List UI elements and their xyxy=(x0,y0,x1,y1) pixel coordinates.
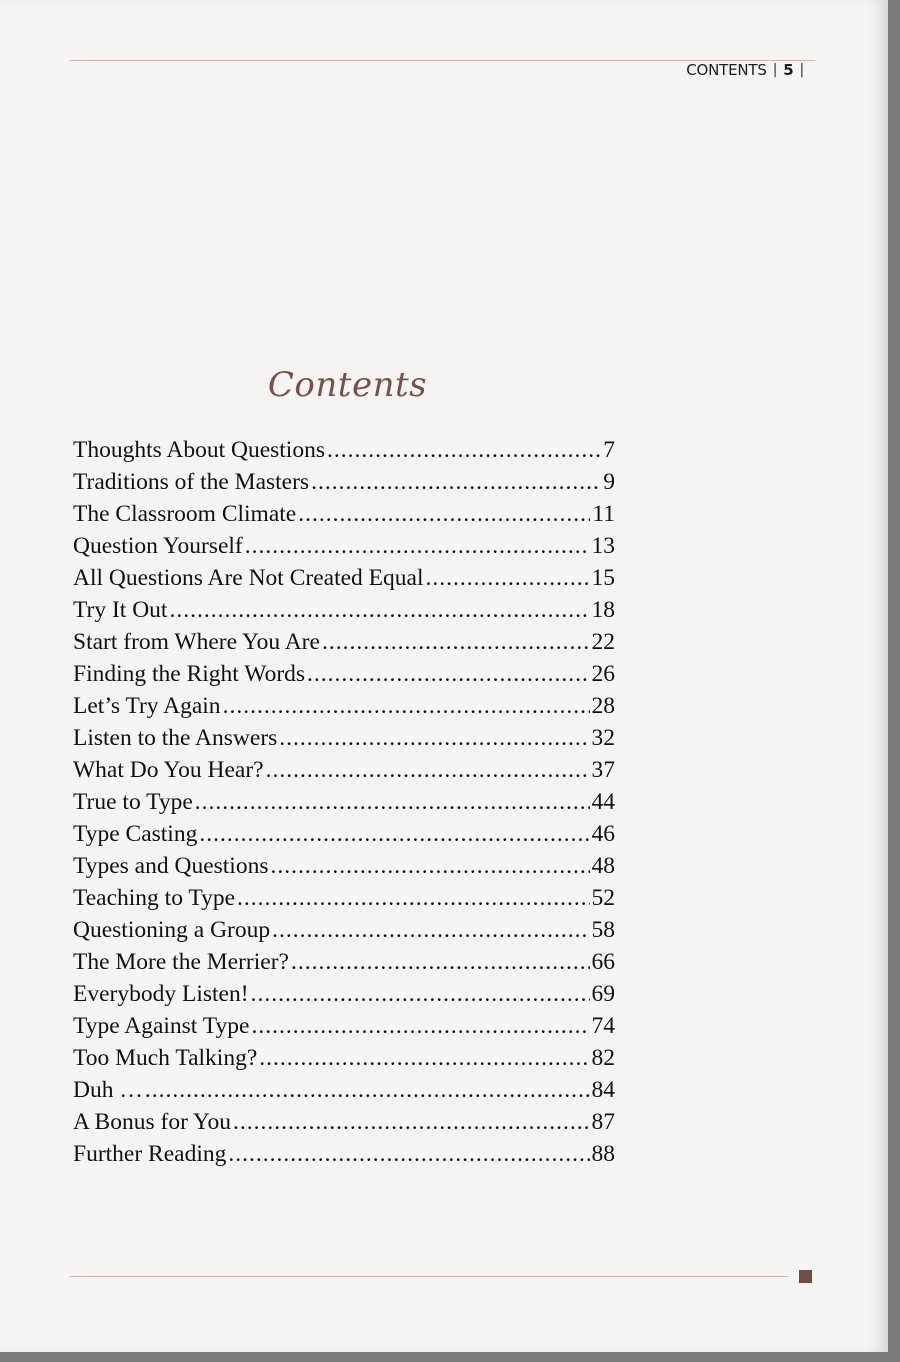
toc-entry xyxy=(73,469,615,501)
toc-dot-leader xyxy=(251,1013,589,1040)
toc-entry-title: Let’s Try Again xyxy=(73,693,221,719)
toc-entry xyxy=(73,917,615,949)
toc-entry-title: Type Casting xyxy=(73,821,198,847)
running-header xyxy=(686,61,804,79)
toc-entry-title: Thoughts About Questions xyxy=(73,437,325,463)
toc-entry-page: 74 xyxy=(591,1013,615,1039)
toc-entry-page: 11 xyxy=(592,501,615,527)
toc-entry xyxy=(73,1109,615,1141)
toc-entry-page: 88 xyxy=(591,1141,615,1167)
toc-dot-leader xyxy=(237,885,589,912)
toc-entry xyxy=(73,1045,615,1077)
toc-dot-leader xyxy=(223,693,590,720)
toc-entry-title: Everybody Listen! xyxy=(73,981,249,1007)
toc-entry xyxy=(73,437,615,469)
toc-entry-page: 9 xyxy=(603,469,615,495)
footer-square-ornament xyxy=(799,1270,812,1283)
toc-entry-page: 44 xyxy=(591,789,615,815)
toc-dot-leader xyxy=(272,917,589,944)
toc-entry-title: The Classroom Climate xyxy=(73,501,297,527)
toc-entry xyxy=(73,565,615,597)
toc-entry-title: Start from Where You Are xyxy=(73,629,320,655)
toc-entry-title: All Questions Are Not Created Equal xyxy=(73,565,424,591)
toc-entry xyxy=(73,885,615,917)
toc-entry-title: Types and Questions xyxy=(73,853,269,879)
toc-entry-title: Duh … xyxy=(73,1077,143,1103)
toc-dot-leader xyxy=(245,533,590,560)
toc-entry-title: Teaching to Type xyxy=(73,885,236,911)
toc-entry-page: 66 xyxy=(591,949,615,975)
toc-dot-leader xyxy=(322,629,590,656)
toc-entry-title: Listen to the Answers xyxy=(73,725,278,751)
toc-dot-leader xyxy=(279,725,589,752)
toc-entry-title: True to Type xyxy=(73,789,193,815)
toc-entry xyxy=(73,757,615,789)
header-separator-end: | xyxy=(799,62,804,78)
toc-entry xyxy=(73,1013,615,1045)
toc-entry-title: Try It Out xyxy=(73,597,168,623)
toc-dot-leader xyxy=(199,821,589,848)
toc-entry xyxy=(73,853,615,885)
toc-dot-leader xyxy=(145,1077,590,1104)
toc-entry-page: 52 xyxy=(591,885,615,911)
toc-dot-leader xyxy=(251,981,590,1008)
toc-entry xyxy=(73,821,615,853)
toc-dot-leader xyxy=(169,597,589,624)
toc-entry-page: 37 xyxy=(591,757,615,783)
toc-entry xyxy=(73,981,615,1013)
toc-dot-leader xyxy=(233,1109,589,1136)
toc-entry-page: 15 xyxy=(591,565,615,591)
toc-entry-title: A Bonus for You xyxy=(73,1109,232,1135)
toc-entry-page: 84 xyxy=(591,1077,615,1103)
toc-entry-page: 22 xyxy=(591,629,615,655)
toc-entry-page: 46 xyxy=(591,821,615,847)
toc-entry-page: 48 xyxy=(591,853,615,879)
toc-entry-page: 58 xyxy=(591,917,615,943)
toc-entry xyxy=(73,501,615,533)
toc-entry xyxy=(73,533,615,565)
toc-entry xyxy=(73,661,615,693)
toc-dot-leader xyxy=(298,501,590,528)
toc-dot-leader xyxy=(291,949,590,976)
toc-entry-title: Questioning a Group xyxy=(73,917,271,943)
toc-entry-title: Question Yourself xyxy=(73,533,243,559)
toc-dot-leader xyxy=(228,1141,589,1168)
toc-dot-leader xyxy=(270,853,589,880)
toc-entry-page: 13 xyxy=(591,533,615,559)
toc-dot-leader xyxy=(195,789,590,816)
toc-dot-leader xyxy=(259,1045,589,1072)
toc-entry-title: Type Against Type xyxy=(73,1013,250,1039)
toc-entry-page: 82 xyxy=(591,1045,615,1071)
toc-dot-leader xyxy=(327,437,601,464)
toc-entry xyxy=(73,789,615,821)
toc-entry-title: Finding the Right Words xyxy=(73,661,306,687)
toc-entry-page: 32 xyxy=(591,725,615,751)
toc-dot-leader xyxy=(266,757,590,784)
toc-entry-title: Traditions of the Masters xyxy=(73,469,310,495)
toc-dot-leader xyxy=(307,661,589,688)
footer-rule xyxy=(70,1276,788,1277)
table-of-contents xyxy=(73,437,615,1173)
toc-entry xyxy=(73,1141,615,1173)
toc-entry xyxy=(73,725,615,757)
toc-dot-leader xyxy=(311,469,601,496)
toc-entry-page: 87 xyxy=(591,1109,615,1135)
toc-entry xyxy=(73,1077,615,1109)
running-header-page-number: 5 xyxy=(783,61,794,79)
page-title: Contents xyxy=(267,365,428,405)
toc-entry-page: 69 xyxy=(591,981,615,1007)
toc-entry-page: 28 xyxy=(591,693,615,719)
toc-entry xyxy=(73,693,615,725)
toc-entry-title: What Do You Hear? xyxy=(73,757,264,783)
toc-entry-title: The More the Merrier? xyxy=(73,949,289,975)
toc-entry-page: 18 xyxy=(591,597,615,623)
running-header-section: CONTENTS xyxy=(686,61,767,79)
toc-entry xyxy=(73,949,615,981)
toc-dot-leader xyxy=(425,565,589,592)
toc-entry-page: 26 xyxy=(591,661,615,687)
toc-entry-page: 7 xyxy=(603,437,615,463)
toc-entry xyxy=(73,597,615,629)
toc-entry-title: Further Reading xyxy=(73,1141,227,1167)
toc-entry-title: Too Much Talking? xyxy=(73,1045,258,1071)
header-separator: | xyxy=(772,62,778,78)
toc-entry xyxy=(73,629,615,661)
